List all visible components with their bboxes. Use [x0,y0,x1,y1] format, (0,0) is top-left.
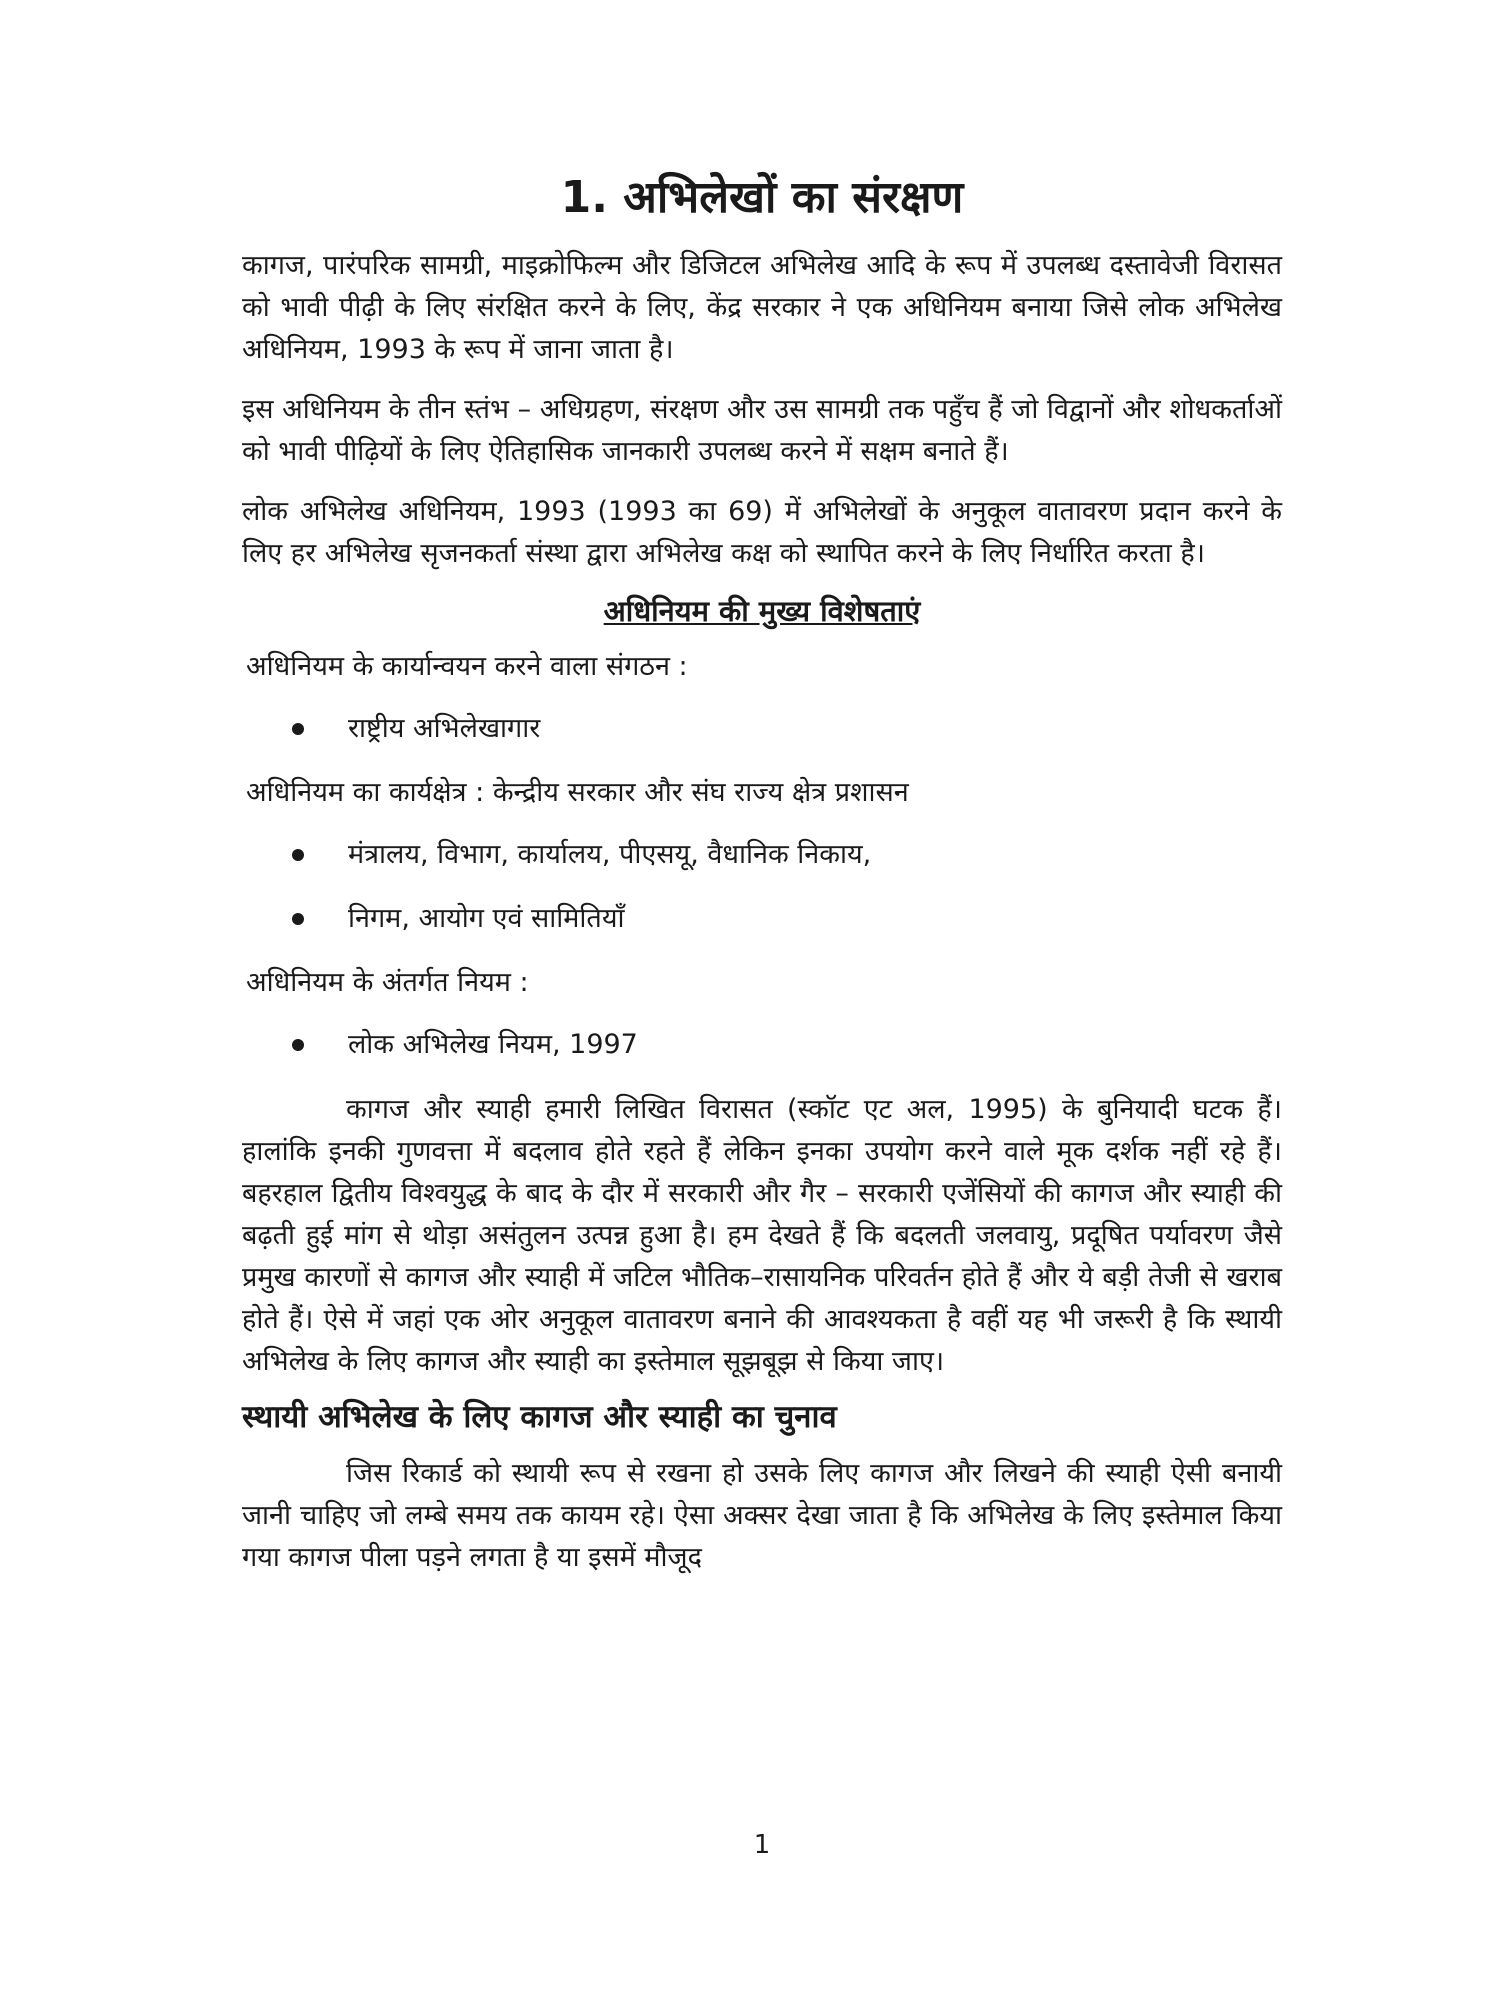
scope-label: अधिनियम का कार्यक्षेत्र : केन्द्रीय सरकार और संघ राज्य क्षेत्र प्रशासन [246,776,909,808]
implementing-list [242,709,1282,749]
list-item-text: राष्ट्रीय अभिलेखागार [348,712,541,744]
intro-paragraph-2: इस अधिनियम के तीन स्तंभ – अधिग्रहण, संरक्षण और उस सामग्री तक पहुँच हैं जो विद्वानों और शोधकर्ताओं को भावी पीढ़ियों के लिए ऐतिहासिक जानकारी उपलब्ध करने में सक्षम बनाते हैं। [242,394,1282,467]
features-heading: अधिनियम की मुख्य विशेषताएं [603,594,921,628]
selection-heading: स्थायी अभिलेख के लिए कागज और स्याही का चुनाव [242,1398,837,1435]
list-item-text: निगम, आयोग एवं सामितियाँ [348,902,625,934]
implementing-label: अधिनियम के कार्यान्वयन करने वाला संगठन : [246,650,688,682]
intro-paragraph-1: कागज, पारंपरिक सामग्री, माइक्रोफिल्म और डिजिटल अभिलेख आदि के रूप में उपलब्ध दस्तावेजी विरासत को भावी पीढ़ी के लिए संरक्षित करने के लिए, केंद्र सरकार ने एक अधिनियम बनाया जिसे लोक अभिलेख अधिनियम, 1993 के रूप में जाना जाता है। [242,250,1282,365]
ink-paragraph: कागज और स्याही हमारी लिखित विरासत (स्कॉट एट अल, 1995) के बुनियादी घटक हैं। हालांकि इनकी गुणवत्ता में बदलाव होते रहते हैं लेकिन इनका उपयोग करने वाले मूक दर्शक नहीं रहे हैं। बहरहाल द्वितीय विश्वयुद्ध के बाद के दौर में सरकारी और गैर – सरकारी एजेंसियों की कागज और स्याही की बढ़ती हुई मांग से थोड़ा असंतुलन उत्पन्न हुआ है। हम देखते हैं कि बदलती जलवायु, प्रदूषित पर्यावरण जैसे प्रमुख कारणों से कागज और स्याही में जटिल भौतिक–रासायनिक परिवर्तन होते हैं और ये बड़ी तेजी से खराब होते हैं। ऐसे में जहां एक ओर अनुकूल वातावरण बनाने की आवश्यकता है वहीं यह भी जरूरी है कि स्थायी अभिलेख के लिए कागज और स्याही का इस्तेमाल सूझबूझ से किया जाए। [242,1093,1282,1377]
list-item [292,1025,1282,1065]
rules-list [242,1025,1282,1065]
bullet-icon [292,849,304,861]
rules-label: अधिनियम के अंतर्गत नियम : [246,966,529,998]
list-item-text: मंत्रालय, विभाग, कार्यालय, पीएसयू, वैधानिक निकाय, [348,838,872,870]
page-number: 1 [753,1830,771,1860]
document-page [242,170,1282,1930]
list-item [292,899,1282,939]
bullet-icon [292,1039,304,1051]
page-title: 1. अभिलेखों का संरक्षण [560,172,964,223]
bullet-icon [292,913,304,925]
list-item-text: लोक अभिलेख नियम, 1997 [348,1028,638,1060]
scope-list [242,835,1282,939]
bullet-icon [292,723,304,735]
list-item [292,709,1282,749]
selection-paragraph: जिस रिकार्ड को स्थायी रूप से रखना हो उसके लिए कागज और लिखने की स्याही ऐसी बनायी जानी चाहिए जो लम्बे समय तक कायम रहे। ऐसा अक्सर देखा जाता है कि अभिलेख के लिए इस्तेमाल किया गया कागज पीला पड़ने लगता है या इसमें मौजूद [242,1457,1282,1573]
list-item [292,835,1282,875]
intro-paragraph-3: लोक अभिलेख अधिनियम, 1993 (1993 का 69) में अभिलेखों के अनुकूल वातावरण प्रदान करने के लिए हर अभिलेख सृजनकर्ता संस्था द्वारा अभिलेख कक्ष को स्थापित करने के लिए निर्धारित करता है। [242,496,1282,569]
